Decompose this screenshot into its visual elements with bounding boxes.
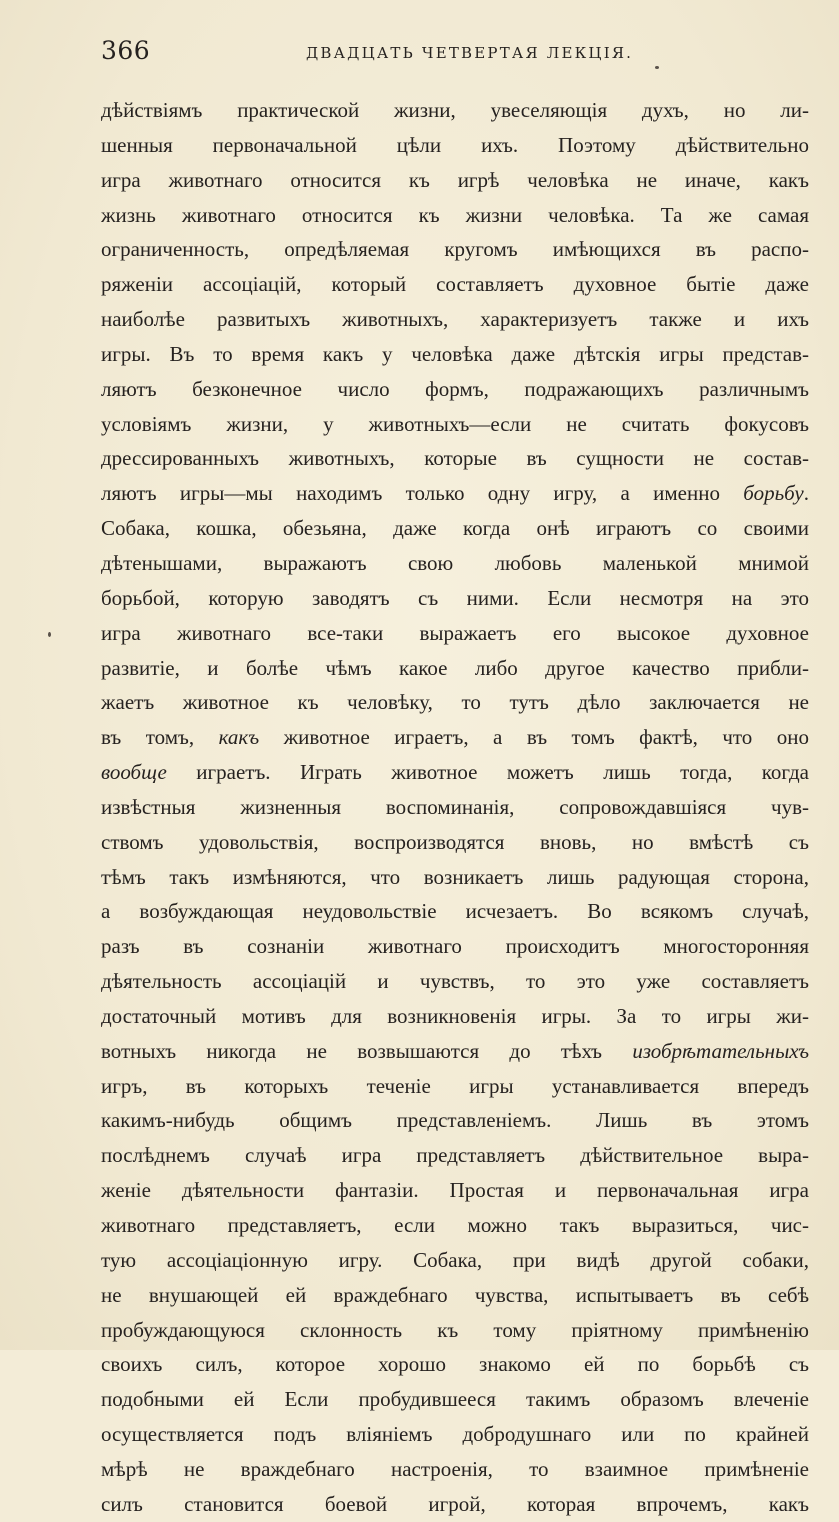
emphasized-word: какъ	[218, 725, 260, 750]
text-line: дрессированныхъ животныхъ, которые въ сущности не состав-	[101, 446, 809, 471]
text-line: жизнь животнаго относится къ жизни человѣка. Та же самая	[101, 202, 809, 227]
text-line: Собака, кошка, обезьяна, даже когда онѣ играютъ со своими	[101, 516, 809, 541]
text-line: животнаго представляетъ, если можно такъ выразиться, чис-	[101, 1213, 809, 1237]
text-line: борьбой, которую заводятъ съ ними. Если несмотря на это	[101, 585, 809, 610]
text-line: дѣйствіямъ практической жизни, увеселяющія духъ, но ли-	[101, 98, 809, 122]
text-line: ляютъ безконечное число формъ, подражающихъ различнымъ	[101, 376, 809, 401]
text-line: шенныя первоначальной цѣли ихъ. Поэтому дѣйствительно	[101, 132, 809, 157]
text-line: какимъ-нибудь общимъ представленіемъ. Лишь въ этомъ	[101, 1108, 809, 1133]
text-line: мѣрѣ не враждебнаго настроенія, то взаимное примѣненіе	[101, 1456, 809, 1481]
text-line: игръ, въ которыхъ теченіе игры устанавливается впередъ	[101, 1073, 809, 1098]
text-line: дѣтенышами, выражаютъ свою любовь маленькой мнимой	[101, 550, 809, 575]
text-line: тѣмъ такъ измѣняются, что возникаетъ лишь радующая сторона,	[101, 864, 809, 889]
emphasized-word: изобрѣтательныхъ	[632, 1038, 809, 1063]
text-line: игра животнаго все-таки выражаетъ его высокое духовное	[101, 620, 809, 645]
text-line: пробуждающуюся склонность къ тому пріятному примѣненію	[101, 1317, 809, 1342]
text-line: жаетъ животное къ человѣку, то тутъ дѣло заключается не	[101, 690, 809, 715]
text-line: дѣятельность ассоціацій и чувствъ, то это уже составляетъ	[101, 969, 809, 994]
ink-speck	[655, 66, 659, 69]
text-line: вообще играетъ. Играть животное можетъ лишь тогда, когда	[101, 760, 809, 785]
text-line: женіе дѣятельности фантазіи. Простая и первоначальная игра	[101, 1178, 809, 1203]
text-line: тую ассоціаціонную игру. Собака, при видѣ другой собаки,	[101, 1247, 809, 1272]
text-line: наиболѣе развитыхъ животныхъ, характеризуетъ также и ихъ	[101, 307, 809, 332]
text-line: игра животнаго относится къ игрѣ человѣка не иначе, какъ	[101, 167, 809, 192]
ink-speck	[48, 632, 51, 637]
text-line: силъ становится боевой игрой, которая впрочемъ, какъ	[101, 1491, 809, 1516]
text-line: а возбуждающая неудовольствіе исчезаетъ. Во всякомъ случаѣ,	[101, 899, 809, 924]
page-number: 366	[101, 36, 151, 65]
page-header	[101, 36, 811, 76]
text-line: достаточный мотивъ для возникновенія игры. За то игры жи-	[101, 1003, 809, 1028]
text-line: осуществляется подъ вліяніемъ добродушнаго или по крайней	[101, 1422, 809, 1447]
text-line: ограниченность, опредѣляемая кругомъ имѣющихся въ распо-	[101, 237, 809, 262]
text-line: не внушающей ей враждебнаго чувства, испытываетъ въ себѣ	[101, 1282, 809, 1307]
running-title: ДВАДЦАТЬ ЧЕТВЕРТАЯ ЛЕКЦІЯ.	[306, 44, 634, 62]
text-line: вотныхъ никогда не возвышаются до тѣхъ изобрѣтательныхъ	[101, 1038, 809, 1063]
text-line: разъ въ сознаніи животнаго происходитъ многосторонняя	[101, 934, 809, 959]
text-line: развитіе, и болѣе чѣмъ какое либо другое качество прибли-	[101, 655, 809, 680]
text-line: своихъ силъ, которое хорошо знакомо ей по борьбѣ съ	[101, 1352, 809, 1377]
body-text	[101, 93, 809, 1522]
text-line: ляютъ игры—мы находимъ только одну игру, а именно борьбу.	[101, 481, 809, 506]
emphasized-word: вообще	[101, 760, 167, 785]
text-line: послѣднемъ случаѣ игра представляетъ дѣйствительное выра-	[101, 1143, 809, 1168]
text-line: въ томъ, какъ животное играетъ, а въ томъ фактѣ, что оно	[101, 725, 809, 750]
text-line: условіямъ жизни, у животныхъ—если не считать фокусовъ	[101, 411, 809, 436]
emphasized-word: борьбу	[743, 481, 804, 506]
text-line: ряженіи ассоціацій, который составляетъ духовное бытіе даже	[101, 272, 809, 297]
text-line: извѣстныя жизненныя воспоминанія, сопровождавшіяся чув-	[101, 794, 809, 819]
text-line: ствомъ удовольствія, воспроизводятся вновь, но вмѣстѣ съ	[101, 829, 809, 854]
text-line: подобными ей Если пробудившееся такимъ образомъ влеченіе	[101, 1387, 809, 1412]
text-line: игры. Въ то время какъ у человѣка даже дѣтскія игры представ-	[101, 341, 809, 366]
